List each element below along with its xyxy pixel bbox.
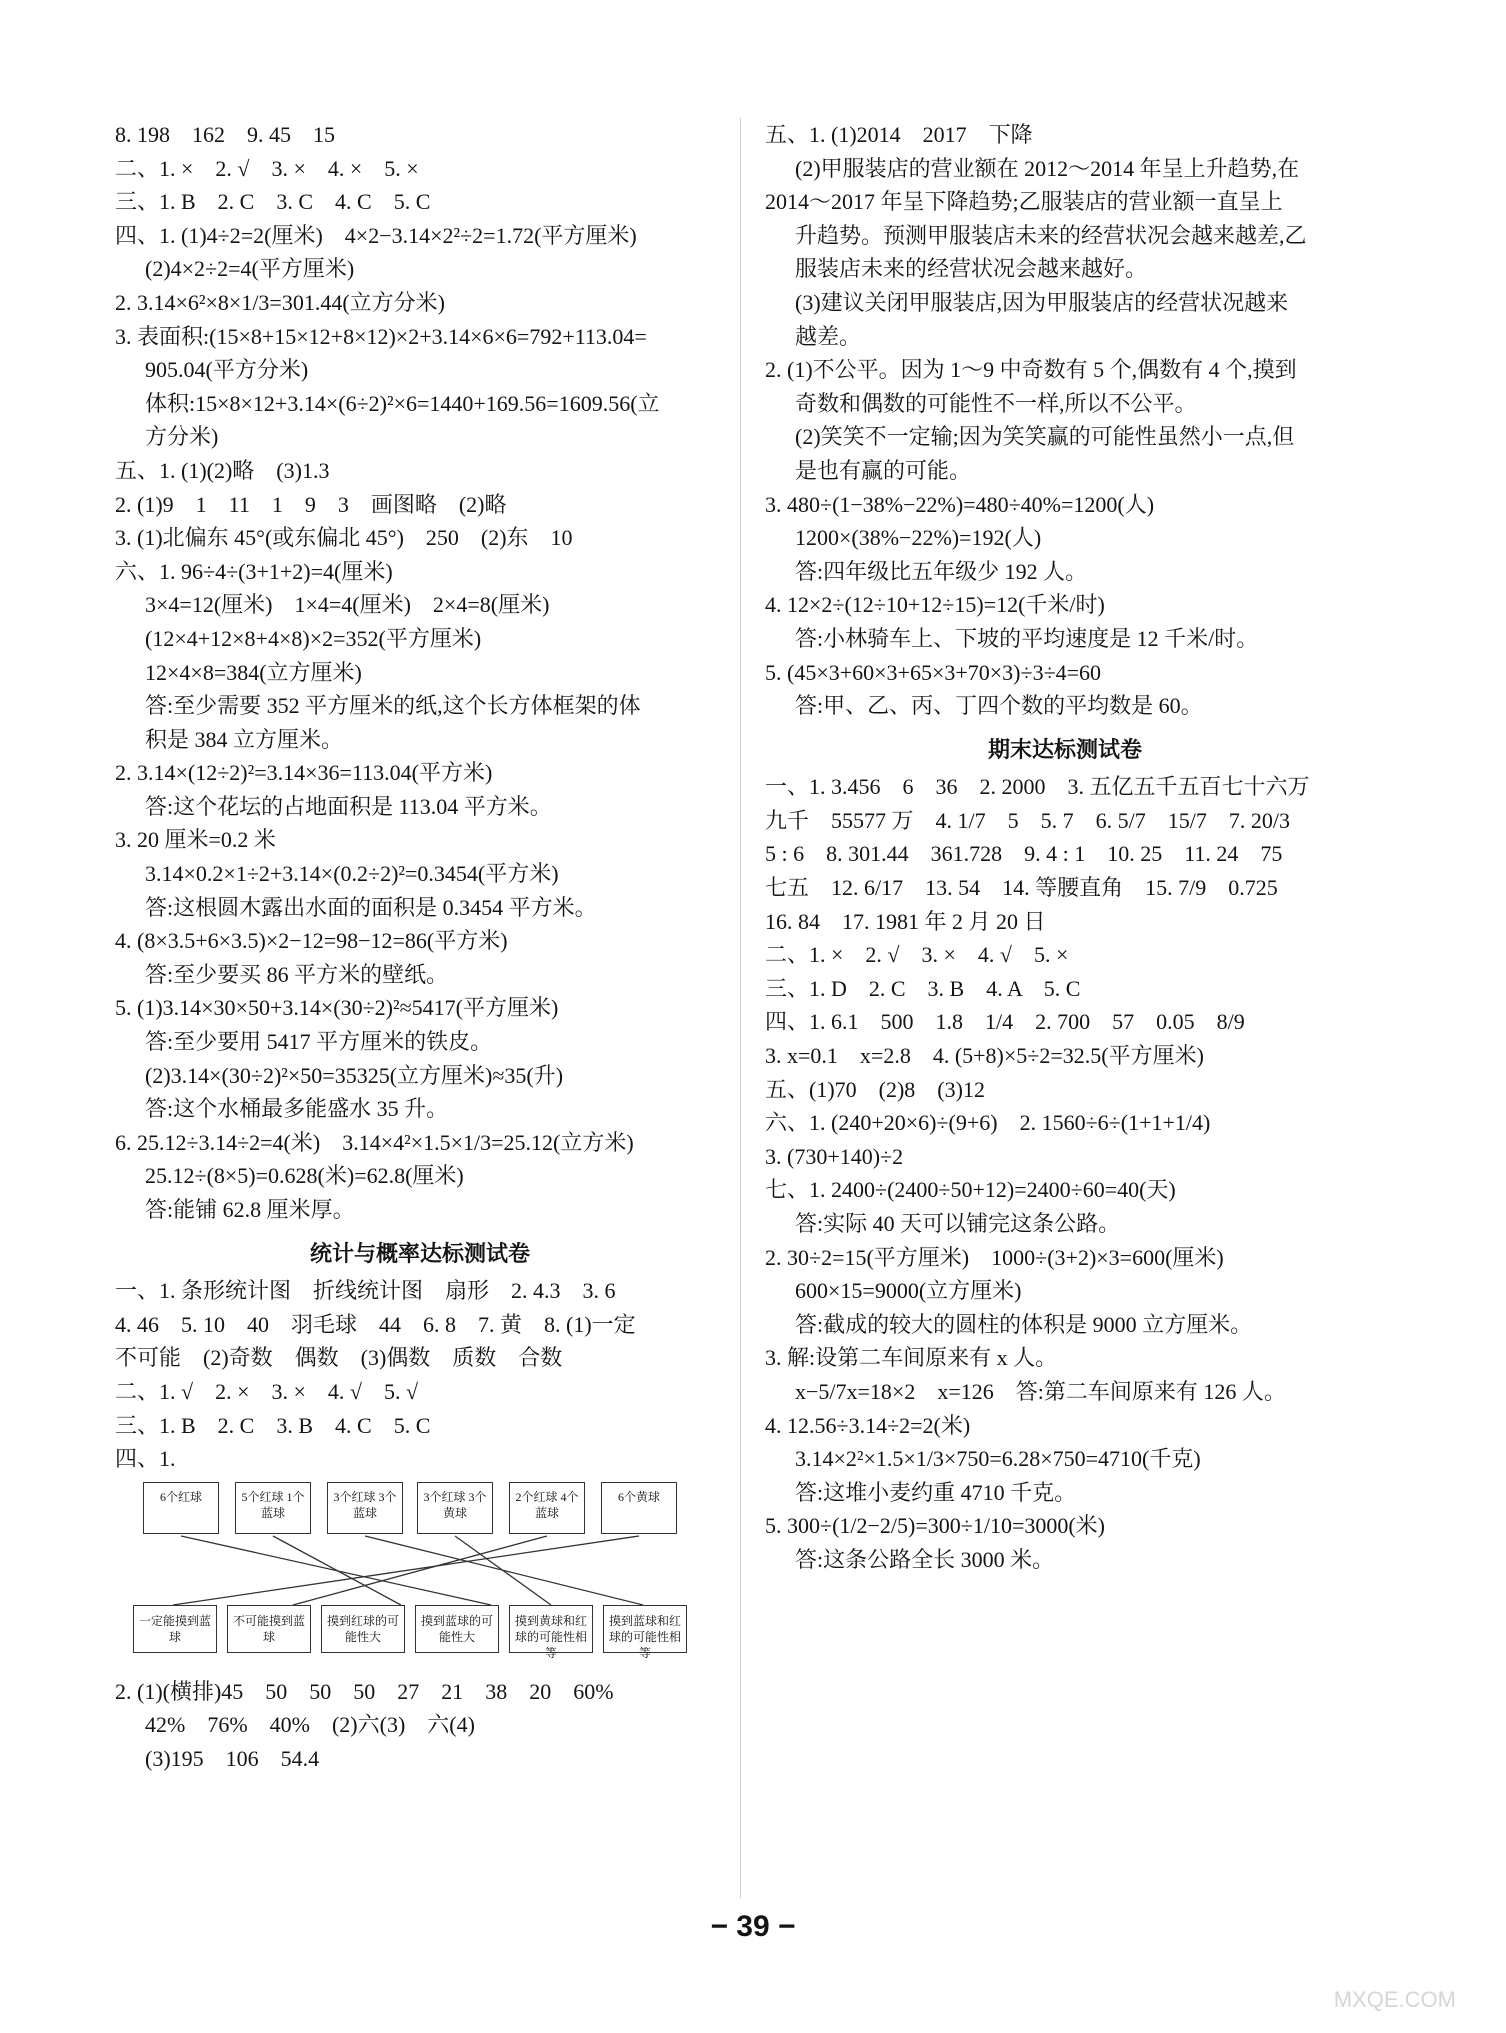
right-column <box>765 118 1365 1577</box>
right-answers-2 <box>765 770 1365 1576</box>
answer-line: 六、1. (240+20×6)÷(9+6) 2. 1560÷6÷(1+1+1/4) <box>765 1110 1211 1136</box>
answer-line: 16. 84 17. 1981 年 2 月 20 日 <box>765 908 1046 934</box>
answer-line: (2)3.14×(30÷2)²×50=35325(立方厘米)≈35(升) <box>145 1062 564 1088</box>
answer-line: (2)4×2÷2=4(平方厘米) <box>145 256 355 282</box>
answer-line: 三、1. D 2. C 3. B 4. A 5. C <box>765 975 1081 1001</box>
answer-line: 方分米) <box>145 424 219 450</box>
answer-line: 4. 12.56÷3.14÷2=2(米) <box>765 1412 971 1438</box>
label-4: 摸到蓝球的可能性大 <box>415 1605 499 1653</box>
answer-line: 答:甲、乙、丙、丁四个数的平均数是 60。 <box>795 693 1203 719</box>
answer-line: 5. 300÷(1/2−2/5)=300÷1/10=3000(米) <box>765 1513 1106 1539</box>
answer-line: 七、1. 2400÷(2400÷50+12)=2400÷60=40(天) <box>765 1177 1176 1203</box>
answer-line: 答:这堆小麦约重 4710 千克。 <box>795 1479 1077 1505</box>
answer-line: 体积:15×8×12+3.14×(6÷2)²×6=1440+169.56=1609.56(立 <box>145 390 660 416</box>
answer-line: 答:实际 40 天可以铺完这条公路。 <box>795 1211 1121 1236</box>
answer-line: 是也有赢的可能。 <box>795 457 972 483</box>
answer-line: 奇数和偶数的可能性不一样,所以不公平。 <box>795 390 1197 416</box>
answer-line: 4. 12×2÷(12÷10+12÷15)=12(千米/时) <box>765 592 1105 618</box>
label-3: 摸到红球的可能性大 <box>321 1605 405 1653</box>
answer-line: (2)甲服装店的营业额在 2012～2014 年呈上升趋势,在 <box>795 155 1300 181</box>
answer-line: (12×4+12×8+4×8)×2=352(平方厘米) <box>145 625 482 651</box>
box-2: 5个红球 1个蓝球 <box>235 1482 311 1534</box>
answer-line: (2)笑笑不一定输;因为笑笑赢的可能性虽然小一点,但 <box>795 424 1295 450</box>
watermark-logo: MXQE.COM <box>1333 1987 1456 2012</box>
answer-line: 5 : 6 8. 301.44 361.728 9. 4 : 1 10. 25 11. 24 75 <box>765 841 1283 867</box>
section-heading-statistics: 统计与概率达标测试卷 <box>309 1240 530 1266</box>
answer-line: 2. (1)9 1 11 1 9 3 画图略 (2)略 <box>115 491 507 517</box>
answer-line: 答:这条公路全长 3000 米。 <box>795 1546 1055 1572</box>
column-divider <box>740 118 741 1898</box>
answer-line: 二、1. × 2. √ 3. × 4. × 5. × <box>115 155 419 181</box>
answer-line: 2. (1)不公平。因为 1～9 中奇数有 5 个,偶数有 4 个,摸到 <box>765 357 1297 383</box>
left-answers-3 <box>115 1675 725 1776</box>
answer-line: 五、1. (1)(2)略 (3)1.3 <box>115 457 330 483</box>
answer-line: 三、1. B 2. C 3. B 4. C 5. C <box>115 1412 431 1438</box>
answer-line: 3. 表面积:(15×8+15×12+8×12)×2+3.14×6×6=792+113.04= <box>115 323 647 349</box>
answer-line: 12×4×8=384(立方厘米) <box>145 659 362 685</box>
answer-line: (3)建议关闭甲服装店,因为甲服装店的经营状况越来 <box>795 289 1289 315</box>
answer-line: 一、1. 3.456 6 36 2. 2000 3. 五亿五千五百七十六万 <box>765 774 1310 800</box>
answer-line: 七五 12. 6/17 13. 54 14. 等腰直角 15. 7/9 0.725 <box>765 875 1278 901</box>
box-6: 6个黄球 <box>601 1482 677 1534</box>
answer-line: 2014～2017 年呈下降趋势;乙服装店的营业额一直呈上 <box>765 189 1283 215</box>
answer-line: 九千 55577 万 4. 1/7 5 5. 7 6. 5/7 15/7 7. 20/3 <box>765 807 1290 833</box>
answer-line: 答:能铺 62.8 厘米厚。 <box>145 1197 355 1222</box>
box-1: 6个红球 <box>143 1482 219 1534</box>
answer-line: 答:这个花坛的占地面积是 113.04 平方米。 <box>145 793 552 819</box>
left-column <box>115 118 725 1776</box>
answer-line: 8. 198 162 9. 45 15 <box>115 122 336 147</box>
answer-line: 二、1. √ 2. × 3. × 4. √ 5. √ <box>115 1378 419 1404</box>
answer-line: 42% 76% 40% (2)六(3) 六(4) <box>145 1712 475 1738</box>
answer-line: 答:至少要用 5417 平方厘米的铁皮。 <box>145 1029 493 1055</box>
answer-line: 答:小林骑车上、下坡的平均速度是 12 千米/时。 <box>795 625 1259 651</box>
answer-line: 6. 25.12÷3.14÷2=4(米) 3.14×4²×1.5×1/3=25.12(立方米) <box>115 1129 634 1155</box>
answer-line: 3×4=12(厘米) 1×4=4(厘米) 2×4=8(厘米) <box>145 592 550 618</box>
section-heading-final-test: 期末达标测试卷 <box>987 736 1142 762</box>
answer-line: 答:这根圆木露出水面的面积是 0.3454 平方米。 <box>145 894 597 920</box>
box-5: 2个红球 4个蓝球 <box>509 1482 585 1534</box>
answer-line: 五、(1)70 (2)8 (3)12 <box>765 1076 985 1102</box>
answer-line: 4. 46 5. 10 40 羽毛球 44 6. 8 7. 黄 8. (1)一定 <box>115 1311 636 1337</box>
answer-line: 2. 3.14×6²×8×1/3=301.44(立方分米) <box>115 289 445 315</box>
left-answers-2 <box>115 1274 725 1476</box>
answer-line: 积是 384 立方厘米。 <box>145 726 344 752</box>
label-5: 摸到黄球和红球的可能性相等 <box>509 1605 593 1653</box>
answer-line: 2. 3.14×(12÷2)²=3.14×36=113.04(平方米) <box>115 760 493 786</box>
answer-line: 3. 20 厘米=0.2 米 <box>115 827 276 853</box>
answer-line: 4. (8×3.5+6×3.5)×2−12=98−12=86(平方米) <box>115 928 508 954</box>
answer-line: 905.04(平方分米) <box>145 357 309 383</box>
answer-line: 服装店未来的经营状况会越来越好。 <box>795 256 1148 282</box>
answer-line: 答:至少需要 352 平方厘米的纸,这个长方体框架的体 <box>145 693 641 719</box>
answer-line: 600×15=9000(立方厘米) <box>795 1278 1022 1304</box>
answer-line: (3)195 106 54.4 <box>145 1745 320 1771</box>
answer-line: 六、1. 96÷4÷(3+1+2)=4(厘米) <box>115 558 393 584</box>
answer-line: 答:四年级比五年级少 192 人。 <box>795 558 1088 584</box>
answer-line: 四、1. (1)4÷2=2(厘米) 4×2−3.14×2²÷2=1.72(平方厘米) <box>115 222 637 248</box>
answer-line: 三、1. B 2. C 3. C 4. C 5. C <box>115 189 431 215</box>
answer-line: 3.14×0.2×1÷2+3.14×(0.2÷2)²=0.3454(平方米) <box>145 861 559 887</box>
answer-line: 3.14×2²×1.5×1/3×750=6.28×750=4710(千克) <box>795 1446 1201 1472</box>
answer-line: 答:至少要买 86 平方米的壁纸。 <box>145 961 449 987</box>
answer-line: 五、1. (1)2014 2017 下降 <box>765 122 1033 147</box>
answer-line: 升趋势。预测甲服装店未来的经营状况会越来越差,乙 <box>795 222 1307 248</box>
answer-line: 不可能 (2)奇数 偶数 (3)偶数 质数 合数 <box>115 1345 563 1371</box>
label-2: 不可能摸到蓝球 <box>227 1605 311 1653</box>
page-number: − 39 − <box>710 1910 796 1943</box>
answer-line: 1200×(38%−22%)=192(人) <box>795 525 1042 551</box>
answer-line: 3. (730+140)÷2 <box>765 1143 904 1169</box>
box-4: 3个红球 3个黄球 <box>417 1482 493 1534</box>
answer-line: 2. (1)(横排)45 50 50 50 27 21 38 20 60% <box>115 1678 614 1704</box>
answer-line: 四、1. <box>115 1446 176 1472</box>
answer-line: 一、1. 条形统计图 折线统计图 扇形 2. 4.3 3. 6 <box>115 1278 616 1304</box>
answer-line: 5. (45×3+60×3+65×3+70×3)÷3÷4=60 <box>765 659 1102 685</box>
label-1: 一定能摸到蓝球 <box>133 1605 217 1653</box>
answer-line: 3. x=0.1 x=2.8 4. (5+8)×5÷2=32.5(平方厘米) <box>765 1043 1204 1069</box>
right-answers-1 <box>765 118 1365 723</box>
answer-line: 3. 480÷(1−38%−22%)=480÷40%=1200(人) <box>765 491 1155 517</box>
answer-line: 越差。 <box>795 323 862 349</box>
answer-line: x−5/7x=18×2 x=126 答:第二车间原来有 126 人。 <box>795 1378 1286 1404</box>
answer-line: 3. 解:设第二车间原来有 x 人。 <box>765 1345 1058 1371</box>
label-6: 摸到蓝球和红球的可能性相等 <box>603 1605 687 1653</box>
answer-line: 四、1. 6.1 500 1.8 1/4 2. 700 57 0.05 8/9 <box>765 1009 1245 1035</box>
answer-line: 二、1. × 2. √ 3. × 4. √ 5. × <box>765 942 1069 968</box>
answer-line: 5. (1)3.14×30×50+3.14×(30÷2)²≈5417(平方厘米) <box>115 995 559 1021</box>
answer-line: 25.12÷(8×5)=0.628(米)=62.8(厘米) <box>145 1163 464 1189</box>
answer-line: 3. (1)北偏东 45°(或东偏北 45°) 250 (2)东 10 <box>115 525 573 551</box>
left-answers-1 <box>115 118 725 1227</box>
answer-line: 答:截成的较大的圆柱的体积是 9000 立方厘米。 <box>795 1311 1253 1337</box>
answer-line: 答:这个水桶最多能盛水 35 升。 <box>145 1096 449 1122</box>
answer-line: 2. 30÷2=15(平方厘米) 1000÷(3+2)×3=600(厘米) <box>765 1244 1224 1270</box>
matching-diagram <box>133 1482 693 1667</box>
box-3: 3个红球 3个蓝球 <box>327 1482 403 1534</box>
